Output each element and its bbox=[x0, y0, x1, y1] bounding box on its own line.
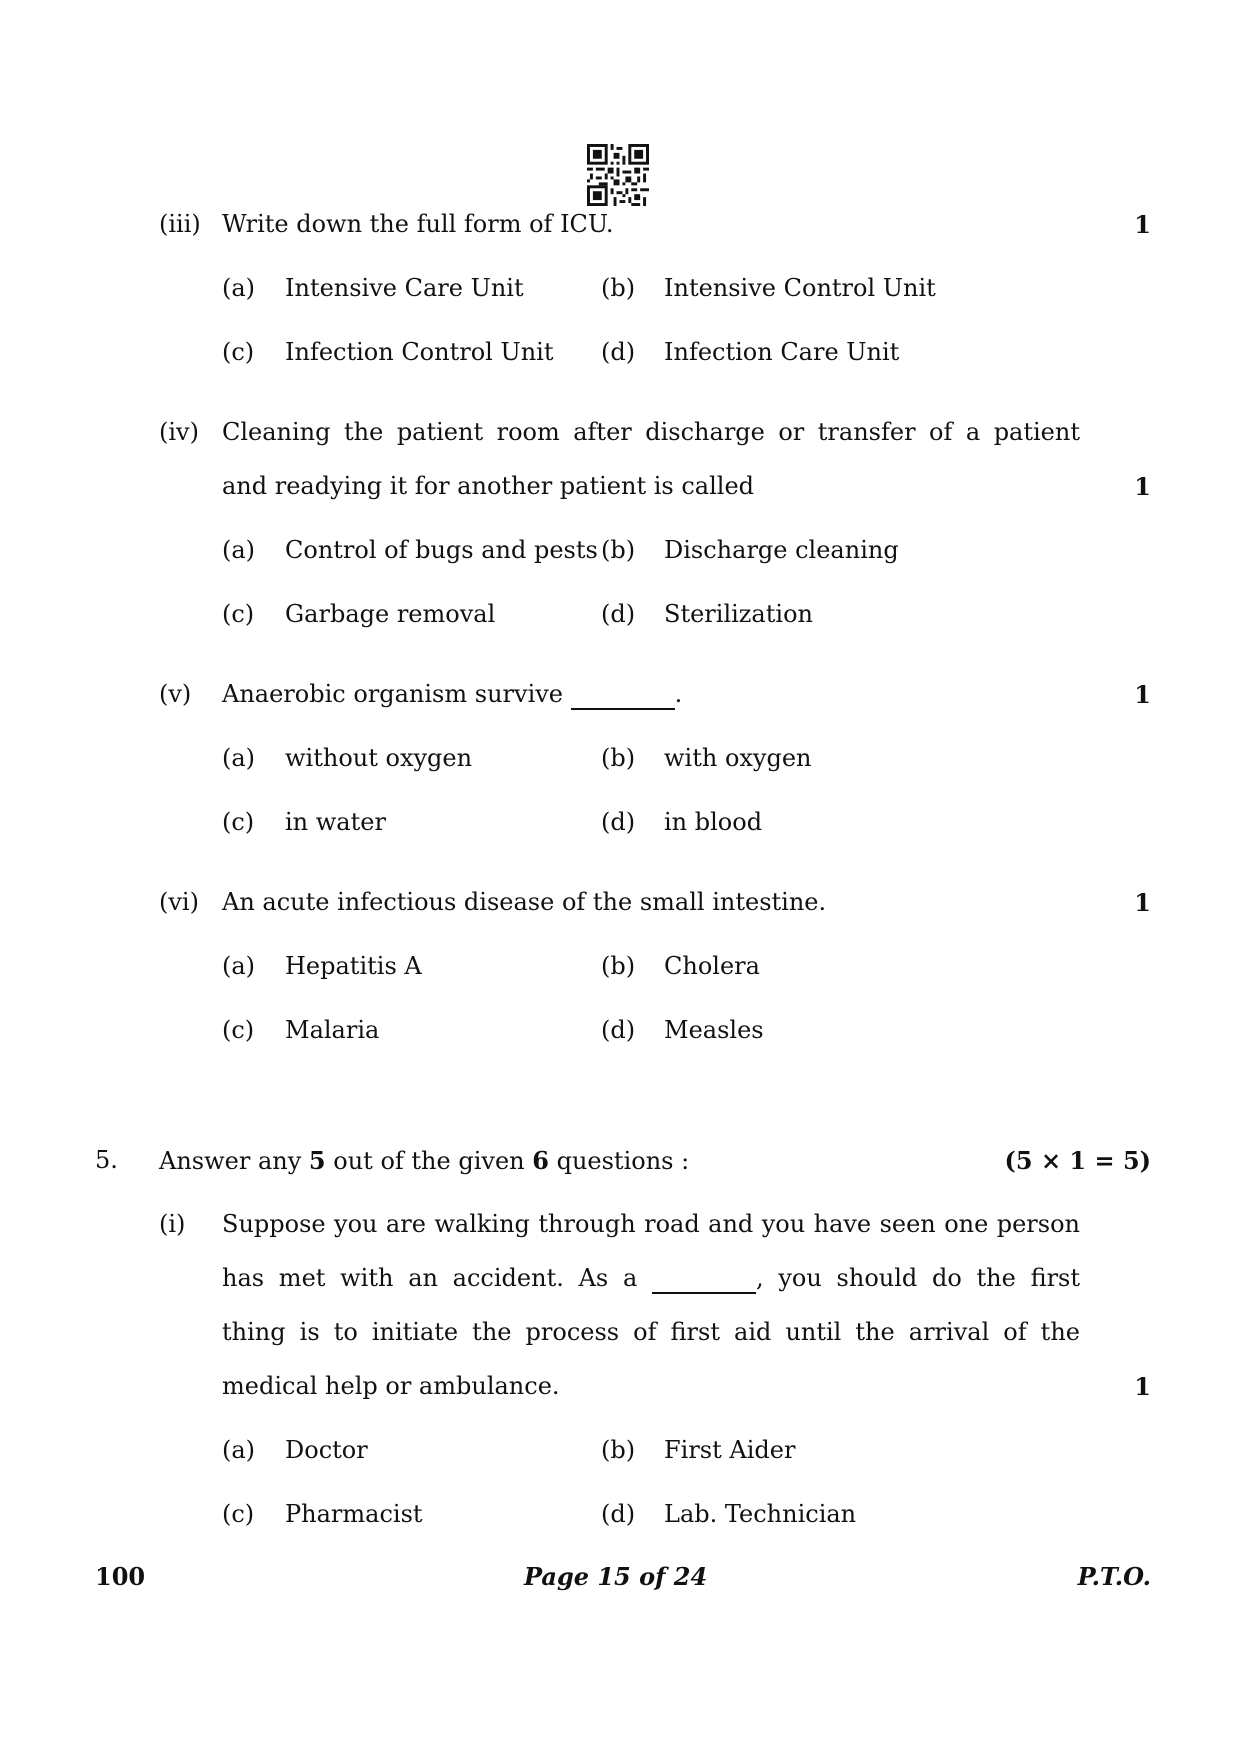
option-text: Discharge cleaning bbox=[664, 536, 899, 564]
question-text-end: . bbox=[674, 680, 683, 708]
fill-in-blank bbox=[652, 1264, 756, 1294]
question-text-line: Cleaning the patient room after discharge or transfer of a patient bbox=[222, 418, 1080, 446]
question-text-line bbox=[222, 1264, 1080, 1294]
option-text: with oxygen bbox=[664, 744, 812, 772]
option-label: (a) bbox=[222, 1436, 256, 1464]
option-label: (b) bbox=[601, 744, 636, 772]
option-text: Control of bugs and pests bbox=[285, 536, 598, 564]
option-text: Pharmacist bbox=[285, 1500, 423, 1528]
question-text-line: medical help or ambulance. bbox=[222, 1372, 560, 1400]
question-number: (iii) bbox=[159, 210, 201, 238]
option-text: Lab. Technician bbox=[664, 1500, 857, 1528]
option-text: Measles bbox=[664, 1016, 764, 1044]
option-label: (c) bbox=[222, 808, 255, 836]
instruction-part: out of the given bbox=[333, 1147, 525, 1175]
option-text: Cholera bbox=[664, 952, 760, 980]
page-number: Page 15 of 24 bbox=[524, 1562, 708, 1591]
question-text-line: Suppose you are walking through road and you have seen one person bbox=[222, 1210, 1080, 1238]
option-label: (a) bbox=[222, 536, 256, 564]
question-marks: 1 bbox=[1134, 210, 1151, 239]
option-label: (a) bbox=[222, 952, 256, 980]
option-text: Garbage removal bbox=[285, 600, 496, 628]
section-instruction bbox=[159, 1146, 689, 1175]
instruction-count: 5 bbox=[308, 1146, 326, 1175]
option-label: (d) bbox=[601, 808, 636, 836]
option-text: in blood bbox=[664, 808, 763, 836]
question-marks: 1 bbox=[1134, 1372, 1151, 1401]
option-text: without oxygen bbox=[285, 744, 473, 772]
option-text: Malaria bbox=[285, 1016, 380, 1044]
question-text-part: , you should do the first bbox=[756, 1264, 1081, 1292]
option-label: (a) bbox=[222, 274, 256, 302]
question-text-line: thing is to initiate the process of first aid until the arrival of the bbox=[222, 1318, 1080, 1346]
instruction-part: questions : bbox=[556, 1147, 690, 1175]
option-label: (c) bbox=[222, 1500, 255, 1528]
question-number: (v) bbox=[159, 680, 192, 708]
instruction-total: 6 bbox=[532, 1146, 549, 1175]
question-marks: 1 bbox=[1134, 680, 1151, 709]
fill-in-blank bbox=[571, 680, 675, 710]
option-label: (c) bbox=[222, 338, 255, 366]
question-text: Write down the full form of ICU. bbox=[222, 210, 614, 238]
option-text: Hepatitis A bbox=[285, 952, 422, 980]
option-text: in water bbox=[285, 808, 386, 836]
paper-code: 100 bbox=[95, 1562, 146, 1591]
please-turn-over: P.T.O. bbox=[1077, 1562, 1151, 1591]
option-label: (b) bbox=[601, 1436, 636, 1464]
question-text: An acute infectious disease of the small intestine. bbox=[222, 888, 827, 916]
option-label: (a) bbox=[222, 744, 256, 772]
section-number: 5. bbox=[95, 1146, 118, 1174]
question-number: (i) bbox=[159, 1210, 186, 1238]
option-text: First Aider bbox=[664, 1436, 796, 1464]
question-marks: 1 bbox=[1134, 472, 1151, 501]
option-label: (c) bbox=[222, 1016, 255, 1044]
option-label: (c) bbox=[222, 600, 255, 628]
option-label: (b) bbox=[601, 536, 636, 564]
option-label: (d) bbox=[601, 338, 636, 366]
option-text: Sterilization bbox=[664, 600, 813, 628]
option-text: Infection Care Unit bbox=[664, 338, 900, 366]
option-text: Doctor bbox=[285, 1436, 368, 1464]
question-number: (vi) bbox=[159, 888, 199, 916]
instruction-part: Answer any bbox=[159, 1147, 302, 1175]
option-label: (b) bbox=[601, 952, 636, 980]
option-text: Intensive Care Unit bbox=[285, 274, 524, 302]
question-text bbox=[222, 680, 682, 710]
option-label: (d) bbox=[601, 1016, 636, 1044]
section-marks: (5 × 1 = 5) bbox=[1004, 1146, 1151, 1175]
option-text: Intensive Control Unit bbox=[664, 274, 936, 302]
option-label: (d) bbox=[601, 600, 636, 628]
question-marks: 1 bbox=[1134, 888, 1151, 917]
option-text: Infection Control Unit bbox=[285, 338, 554, 366]
question-text-line: and readying it for another patient is called bbox=[222, 472, 755, 500]
option-label: (b) bbox=[601, 274, 636, 302]
question-number: (iv) bbox=[159, 418, 199, 446]
question-text-part: has met with an accident. As a bbox=[222, 1264, 638, 1292]
option-label: (d) bbox=[601, 1500, 636, 1528]
qr-code-icon bbox=[587, 144, 649, 206]
question-text-part: Anaerobic organism survive bbox=[222, 680, 564, 708]
